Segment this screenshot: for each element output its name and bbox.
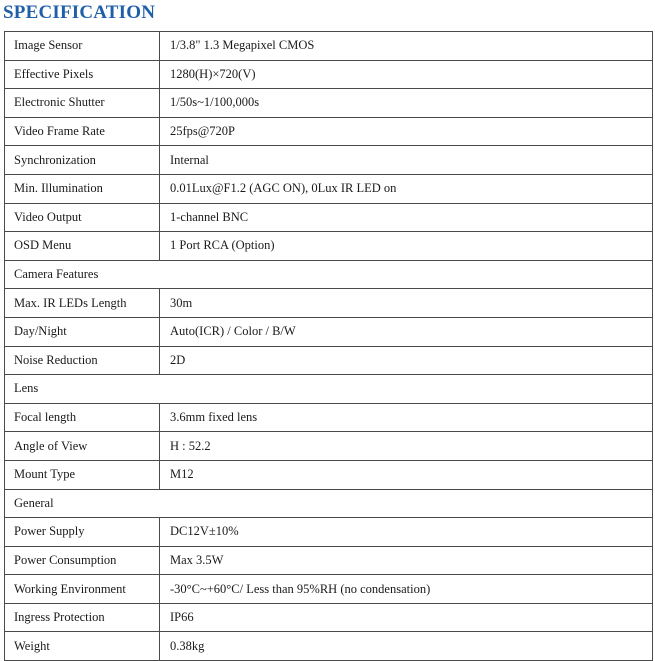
spec-value-mount-type: M12 bbox=[160, 460, 653, 489]
table-row bbox=[5, 317, 653, 346]
table-row bbox=[5, 203, 653, 232]
spec-label-working-environment: Working Environment bbox=[5, 575, 160, 604]
section-value-general bbox=[160, 489, 653, 518]
spec-label-focal-length: Focal length bbox=[5, 403, 160, 432]
spec-value-min-illumination: 0.01Lux@F1.2 (AGC ON), 0Lux IR LED on bbox=[160, 174, 653, 203]
table-row bbox=[5, 232, 653, 261]
spec-label-power-consumption: Power Consumption bbox=[5, 546, 160, 575]
table-row bbox=[5, 60, 653, 89]
table-row bbox=[5, 89, 653, 118]
section-value-lens bbox=[160, 375, 653, 404]
spec-label-weight: Weight bbox=[5, 632, 160, 661]
section-row bbox=[5, 260, 653, 289]
spec-value-focal-length: 3.6mm fixed lens bbox=[160, 403, 653, 432]
spec-value-power-consumption: Max 3.5W bbox=[160, 546, 653, 575]
spec-value-video-output: 1-channel BNC bbox=[160, 203, 653, 232]
spec-value-video-frame-rate: 25fps@720P bbox=[160, 117, 653, 146]
spec-label-video-frame-rate: Video Frame Rate bbox=[5, 117, 160, 146]
spec-label-min-illumination: Min. Illumination bbox=[5, 174, 160, 203]
table-row bbox=[5, 346, 653, 375]
spec-value-synchronization: Internal bbox=[160, 146, 653, 175]
spec-value-angle-of-view: H : 52.2 bbox=[160, 432, 653, 461]
spec-label-max-ir-leds-length: Max. IR LEDs Length bbox=[5, 289, 160, 318]
section-label-general: General bbox=[5, 489, 160, 518]
spec-label-ingress-protection: Ingress Protection bbox=[5, 603, 160, 632]
table-row bbox=[5, 603, 653, 632]
section-label-lens: Lens bbox=[5, 375, 160, 404]
table-row bbox=[5, 146, 653, 175]
spec-value-noise-reduction: 2D bbox=[160, 346, 653, 375]
spec-value-effective-pixels: 1280(H)×720(V) bbox=[160, 60, 653, 89]
table-row bbox=[5, 518, 653, 547]
table-row bbox=[5, 174, 653, 203]
section-row bbox=[5, 375, 653, 404]
table-row bbox=[5, 117, 653, 146]
spec-value-weight: 0.38kg bbox=[160, 632, 653, 661]
spec-value-max-ir-leds-length: 30m bbox=[160, 289, 653, 318]
spec-label-synchronization: Synchronization bbox=[5, 146, 160, 175]
section-value-camera-features bbox=[160, 260, 653, 289]
spec-value-power-supply: DC12V±10% bbox=[160, 518, 653, 547]
spec-label-effective-pixels: Effective Pixels bbox=[5, 60, 160, 89]
spec-label-mount-type: Mount Type bbox=[5, 460, 160, 489]
spec-value-image-sensor: 1/3.8" 1.3 Megapixel CMOS bbox=[160, 32, 653, 61]
spec-label-video-output: Video Output bbox=[5, 203, 160, 232]
spec-label-angle-of-view: Angle of View bbox=[5, 432, 160, 461]
spec-label-day-night: Day/Night bbox=[5, 317, 160, 346]
spec-value-electronic-shutter: 1/50s~1/100,000s bbox=[160, 89, 653, 118]
spec-label-image-sensor: Image Sensor bbox=[5, 32, 160, 61]
table-row bbox=[5, 460, 653, 489]
spec-value-ingress-protection: IP66 bbox=[160, 603, 653, 632]
table-row bbox=[5, 575, 653, 604]
specification-table bbox=[4, 31, 653, 661]
spec-value-day-night: Auto(ICR) / Color / B/W bbox=[160, 317, 653, 346]
spec-label-power-supply: Power Supply bbox=[5, 518, 160, 547]
page-title: SPECIFICATION bbox=[3, 2, 156, 23]
table-row bbox=[5, 546, 653, 575]
spec-label-electronic-shutter: Electronic Shutter bbox=[5, 89, 160, 118]
section-label-camera-features: Camera Features bbox=[5, 260, 160, 289]
section-row bbox=[5, 489, 653, 518]
table-row bbox=[5, 403, 653, 432]
table-row bbox=[5, 432, 653, 461]
spec-value-osd-menu: 1 Port RCA (Option) bbox=[160, 232, 653, 261]
table-row bbox=[5, 632, 653, 661]
table-row bbox=[5, 289, 653, 318]
spec-label-osd-menu: OSD Menu bbox=[5, 232, 160, 261]
spec-label-noise-reduction: Noise Reduction bbox=[5, 346, 160, 375]
spec-value-working-environment: -30°C~+60°C/ Less than 95%RH (no condensation) bbox=[160, 575, 653, 604]
table-row bbox=[5, 32, 653, 61]
